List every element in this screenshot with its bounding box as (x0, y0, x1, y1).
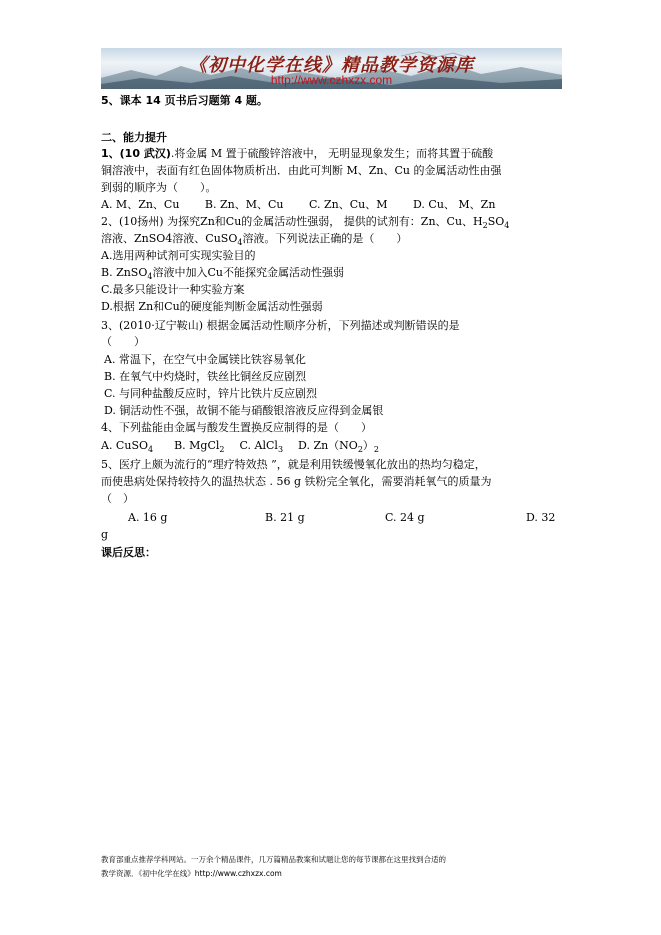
question-4-line-1: 4、下列盐能由金属与酸发生置换反应制得的是（ ） (101, 421, 372, 434)
question-2-text: 2、(10扬州) 为探究Zn和Cu的金属活动性强弱， 提供的试剂有：Zn、Cu、H (101, 215, 483, 228)
question-3-option-b: B. 在氧气中灼烧时，铁丝比铜丝反应剧烈 (104, 370, 307, 383)
question-4-options (101, 438, 379, 454)
subscript: 4 (147, 272, 153, 282)
option-a-text: A. CuSO (101, 439, 148, 452)
subscript: 2 (357, 445, 363, 455)
subscript: 2 (482, 221, 488, 231)
option-text: 溶液中加入Cu不能探究金属活动性强弱 (152, 266, 344, 279)
question-5-option-b: B. 21 g (265, 511, 305, 524)
reflection-label: 课后反思： (101, 546, 156, 559)
question-2-option-d: D.根据 Zn和Cu的硬度能判断金属活动性强弱 (101, 300, 323, 313)
question-2-text: 溶液。下列说法正确的是（ ） (242, 232, 408, 245)
header-banner (101, 48, 562, 89)
subscript: 2 (373, 445, 380, 455)
formula-part: SO (487, 215, 505, 228)
question-5-line-1: 5、医疗上颇为流行的“理疗特效热 ”，就是利用铁缓慢氧化放出的热均匀稳定， (101, 458, 486, 471)
option-text: B. ZnSO (101, 266, 148, 279)
question-5-option-d-unit: g (101, 528, 109, 541)
question-2-line-1 (101, 214, 509, 230)
question-3-option-d: D. 铜活动性不强，故铜不能与硝酸银溶液反应得到金属银 (104, 404, 384, 417)
option-d-text: ） (362, 439, 374, 452)
question-1-options: A. M、Zn、Cu B. Zn、M、Cu C. Zn、Cu、M D. Cu、 M、Zn (101, 198, 496, 211)
footer-line-1: 教育部重点推荐学科网站。一万余个精品课件，几万篇精品教案和试题让您的每节课都在这里找到合适的 (101, 855, 446, 864)
question-5-line-3: （ ） (101, 492, 134, 505)
banner-url-link[interactable]: http://www.czhxzx.com (270, 73, 393, 87)
question-1-number: 1、(10 武汉) (101, 147, 171, 160)
option-b-text: B. MgCl (174, 439, 220, 452)
question-1-text: .将金属 M 置于硫酸锌溶液中， 无明显现象发生；而将其置于硫酸 (170, 147, 494, 160)
subscript: 4 (504, 221, 510, 231)
question-5-option-a: A. 16 g (128, 511, 168, 524)
prev-question-5: 5、课本 14 页书后习题第 4 题。 (101, 94, 268, 107)
question-1-line-2: 铜溶液中，表面有红色固体物质析出．由此可判断 M、Zn、Cu 的金属活动性由强 (101, 164, 502, 177)
subscript: 3 (277, 445, 284, 455)
question-2-option-c: C.最多只能设计一种实验方案 (101, 283, 245, 296)
option-c-text: C. AlCl (239, 439, 278, 452)
question-5-option-c: C. 24 g (385, 511, 425, 524)
question-5-option-d: D. 32 (526, 511, 556, 524)
question-2-option-b (101, 265, 344, 281)
question-3-option-c: C. 与同种盐酸反应时，锌片比铁片反应剧烈 (104, 387, 318, 400)
question-3-option-a: A. 常温下，在空气中金属镁比铁容易氧化 (104, 353, 306, 366)
question-3-line-1: 3、(2010·辽宁鞍山) 根据金属活动性顺序分析，下列描述或判断错误的是 (101, 319, 460, 332)
question-2-text: 溶液、ZnSO4溶液、CuSO (101, 232, 238, 245)
footer-line-2: 教学资源．《初中化学在线》http://www.czhxzx.com (101, 869, 282, 878)
subscript: 4 (237, 238, 243, 248)
question-5-line-2: 而使患病处保持较持久的温热状态 . 56 g 铁粉完全氧化，需要消耗氧气的质量为 (101, 475, 492, 488)
question-1-line-1 (101, 146, 493, 162)
question-2-option-a: A.选用两种试剂可实现实验目的 (101, 249, 256, 262)
option-d-text: D. Zn（NO (298, 439, 358, 452)
question-2-line-2 (101, 231, 407, 247)
subscript: 4 (148, 445, 154, 455)
banner-title: 《初中化学在线》精品教学资源库 (189, 55, 474, 76)
section-title: 二、能力提升 (101, 131, 167, 144)
question-3-line-2: （ ） (101, 335, 145, 348)
subscript: 2 (219, 445, 225, 455)
question-1-line-3: 到弱的顺序为（ ）。 (101, 181, 217, 194)
